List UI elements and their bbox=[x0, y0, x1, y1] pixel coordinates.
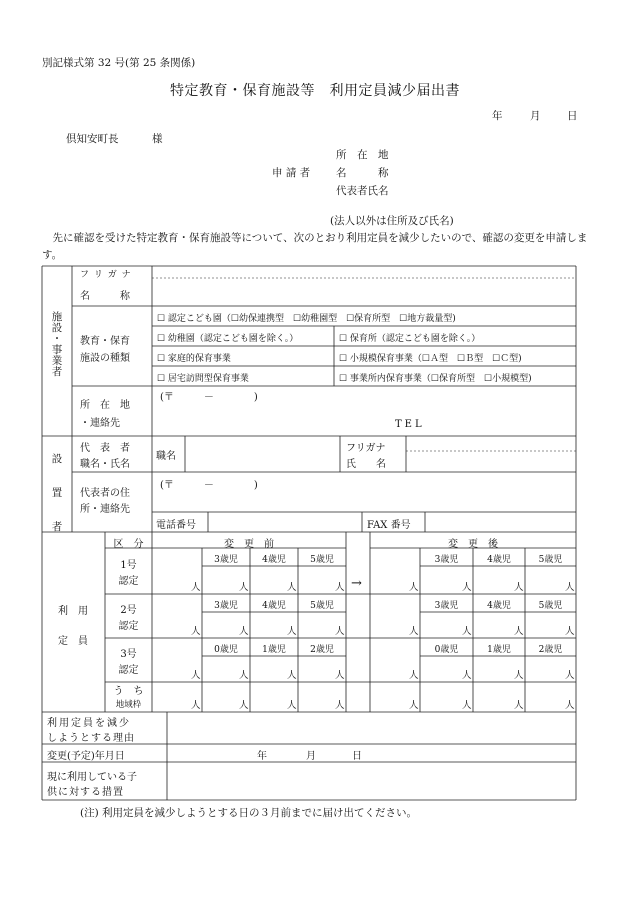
date-year: 年 bbox=[492, 110, 503, 122]
capacity-unit: 人 bbox=[239, 700, 249, 711]
applicant-note: (法人以外は住所及び氏名) bbox=[330, 215, 454, 227]
establisher-rep-label-2: 職名・氏名 bbox=[80, 459, 130, 470]
capacity-unit: 人 bbox=[287, 670, 297, 681]
capacity-row-label-2: 認定 bbox=[118, 621, 139, 632]
age-label-after: 5歳児 bbox=[538, 601, 563, 611]
date-day: 日 bbox=[567, 110, 578, 122]
capacity-unit: 人 bbox=[191, 700, 201, 711]
change-date-year: 年 bbox=[257, 751, 267, 762]
capacity-unit: 人 bbox=[565, 700, 575, 711]
capacity-section-label-1: 利 用 bbox=[58, 606, 88, 617]
capacity-row-label-1: 1号 bbox=[120, 560, 137, 571]
date-month: 月 bbox=[530, 110, 541, 122]
capacity-unit: 人 bbox=[462, 582, 472, 593]
capacity-row-label-2: 認定 bbox=[118, 665, 139, 676]
facility-postal-mark: (〒 － ) bbox=[160, 392, 258, 403]
facility-furigana-label: フ リ ガ ナ bbox=[80, 270, 132, 280]
capacity-unit: 人 bbox=[409, 700, 419, 711]
capacity-unit: 人 bbox=[239, 670, 249, 681]
option-katei-hoiku[interactable]: ☐ 家庭的保育事業 bbox=[157, 354, 231, 364]
option-yochien[interactable]: ☐ 幼稚園（認定こども園を除く。） bbox=[157, 334, 299, 344]
footnote: (注) 利用定員を減少しようとする日の３月前までに届け出てください。 bbox=[80, 807, 418, 819]
capacity-unit: 人 bbox=[462, 700, 472, 711]
establisher-fax-label: FAX 番号 bbox=[367, 520, 411, 531]
establisher-address-label-2: 所・連絡先 bbox=[80, 504, 130, 515]
applicant-name-label: 名 称 bbox=[336, 167, 389, 179]
option-jigyoshonai[interactable]: ☐ 事業所内保育事業（☐保育所型 ☐小規模型) bbox=[339, 374, 532, 384]
establisher-postal-mark: (〒 － ) bbox=[160, 480, 258, 491]
establisher-title-label: 職名 bbox=[156, 451, 176, 462]
capacity-category-label: 区 分 bbox=[113, 539, 144, 550]
facility-address-label-1: 所 在 地 bbox=[80, 400, 130, 411]
capacity-after-label: 変 更 後 bbox=[448, 539, 498, 550]
form-number: 別記様式第 32 号(第 25 条関係) bbox=[42, 57, 196, 69]
measures-label-1: 現に利用している子 bbox=[47, 772, 137, 783]
capacity-before-label: 変 更 前 bbox=[224, 539, 274, 550]
reason-label-2: しようとする理由 bbox=[47, 733, 135, 744]
capacity-unit: 人 bbox=[287, 626, 297, 637]
applicant-rep-label: 代表者氏名 bbox=[336, 185, 389, 197]
age-label-before: 0歳児 bbox=[214, 645, 238, 655]
age-label-after: 2歳児 bbox=[538, 645, 563, 655]
age-label-after: 5歳児 bbox=[538, 555, 563, 565]
capacity-unit: 人 bbox=[335, 670, 345, 681]
age-label-before: 2歳児 bbox=[310, 645, 334, 655]
establisher-address-label-1: 代表者の住 bbox=[80, 488, 130, 499]
facility-section-label: 施 設 ・ 事 業 者 bbox=[51, 311, 63, 378]
change-date-day: 日 bbox=[352, 751, 362, 762]
facility-type-label-2: 施設の種類 bbox=[80, 353, 130, 364]
capacity-unit: 人 bbox=[191, 626, 201, 637]
capacity-unit: 人 bbox=[287, 700, 297, 711]
capacity-unit: 人 bbox=[409, 626, 419, 637]
applicant-group-label: 申 請 者 bbox=[272, 167, 311, 179]
capacity-unit: 人 bbox=[191, 670, 201, 681]
establisher-name-label: 氏 名 bbox=[346, 459, 386, 470]
capacity-unit: 人 bbox=[239, 582, 249, 593]
capacity-unit: 人 bbox=[335, 626, 345, 637]
age-label-before: 4歳児 bbox=[262, 555, 286, 565]
option-kyotaku-homon[interactable]: ☐ 居宅訪問型保育事業 bbox=[157, 374, 249, 384]
document-title: 特定教育・保育施設等 利用定員減少届出書 bbox=[170, 83, 460, 99]
capacity-unit: 人 bbox=[191, 582, 201, 593]
intro-text: 先に確認を受けた特定教育・保育施設等について、次のとおり利用定員を減少したいので、確認の変更を申請します。 bbox=[42, 232, 588, 261]
age-label-after: 4歳児 bbox=[487, 601, 511, 611]
capacity-unit: 人 bbox=[335, 582, 345, 593]
capacity-unit: 人 bbox=[409, 582, 419, 593]
age-label-after: 4歳児 bbox=[487, 555, 511, 565]
facility-type-label-1: 教育・保育 bbox=[80, 336, 130, 347]
facility-address-label-2: ・連絡先 bbox=[80, 418, 120, 429]
age-label-before: 1歳児 bbox=[262, 645, 286, 655]
capacity-row-label-1: 3号 bbox=[120, 649, 137, 660]
capacity-row-label-2: 認定 bbox=[118, 576, 139, 587]
capacity-unit: 人 bbox=[565, 626, 575, 637]
age-label-after: 0歳児 bbox=[434, 645, 459, 655]
capacity-section-label-2: 定 員 bbox=[58, 636, 88, 647]
capacity-row-label-2: 地域枠 bbox=[115, 700, 142, 710]
establisher-phone-label: 電話番号 bbox=[156, 520, 196, 531]
age-label-before: 3歳児 bbox=[214, 601, 238, 611]
capacity-unit: 人 bbox=[514, 670, 524, 681]
capacity-unit: 人 bbox=[462, 670, 472, 681]
change-arrow: → bbox=[351, 576, 362, 591]
capacity-unit: 人 bbox=[514, 582, 524, 593]
change-date-label: 変更(予定)年月日 bbox=[47, 751, 125, 762]
option-shokibo-hoiku[interactable]: ☐ 小規模保育事業（☐Ａ型 ☐Ｂ型 ☐Ｃ型) bbox=[339, 354, 522, 364]
reason-label-1: 利用定員を減少 bbox=[47, 718, 131, 729]
addressee-suffix: 様 bbox=[152, 133, 163, 145]
option-hoikusho[interactable]: ☐ 保育所（認定こども園を除く。） bbox=[339, 334, 481, 344]
capacity-unit: 人 bbox=[514, 700, 524, 711]
capacity-unit: 人 bbox=[409, 670, 419, 681]
capacity-unit: 人 bbox=[287, 582, 297, 593]
establisher-furigana-label: フリガナ bbox=[346, 443, 386, 454]
option-nintei-kodomoen[interactable]: ☐ 認定こども園（☐幼保連携型 ☐幼稚園型 ☐保育所型 ☐地方裁量型) bbox=[157, 314, 456, 324]
applicant-address-label: 所 在 地 bbox=[336, 149, 389, 161]
capacity-unit: 人 bbox=[565, 582, 575, 593]
capacity-unit: 人 bbox=[565, 670, 575, 681]
age-label-before: 4歳児 bbox=[262, 601, 286, 611]
addressee: 倶知安町長 bbox=[66, 133, 119, 145]
capacity-row-label-1: う ち bbox=[113, 686, 144, 697]
capacity-row-label-1: 2号 bbox=[120, 605, 137, 616]
facility-name-label: 名 称 bbox=[80, 291, 130, 302]
capacity-unit: 人 bbox=[514, 626, 524, 637]
facility-tel-label: TEL bbox=[395, 419, 425, 430]
age-label-before: 5歳児 bbox=[310, 601, 334, 611]
measures-label-2: 供に対する措置 bbox=[47, 787, 124, 798]
capacity-unit: 人 bbox=[335, 700, 345, 711]
capacity-unit: 人 bbox=[462, 626, 472, 637]
capacity-unit: 人 bbox=[239, 626, 249, 637]
age-label-before: 3歳児 bbox=[214, 555, 238, 565]
establisher-rep-label-1: 代 表 者 bbox=[80, 443, 130, 454]
change-date-month: 月 bbox=[306, 751, 316, 762]
age-label-after: 1歳児 bbox=[487, 645, 511, 655]
age-label-after: 3歳児 bbox=[434, 601, 459, 611]
age-label-before: 5歳児 bbox=[310, 555, 334, 565]
age-label-after: 3歳児 bbox=[434, 555, 459, 565]
establisher-section-label: 設 置 者 bbox=[51, 453, 63, 533]
